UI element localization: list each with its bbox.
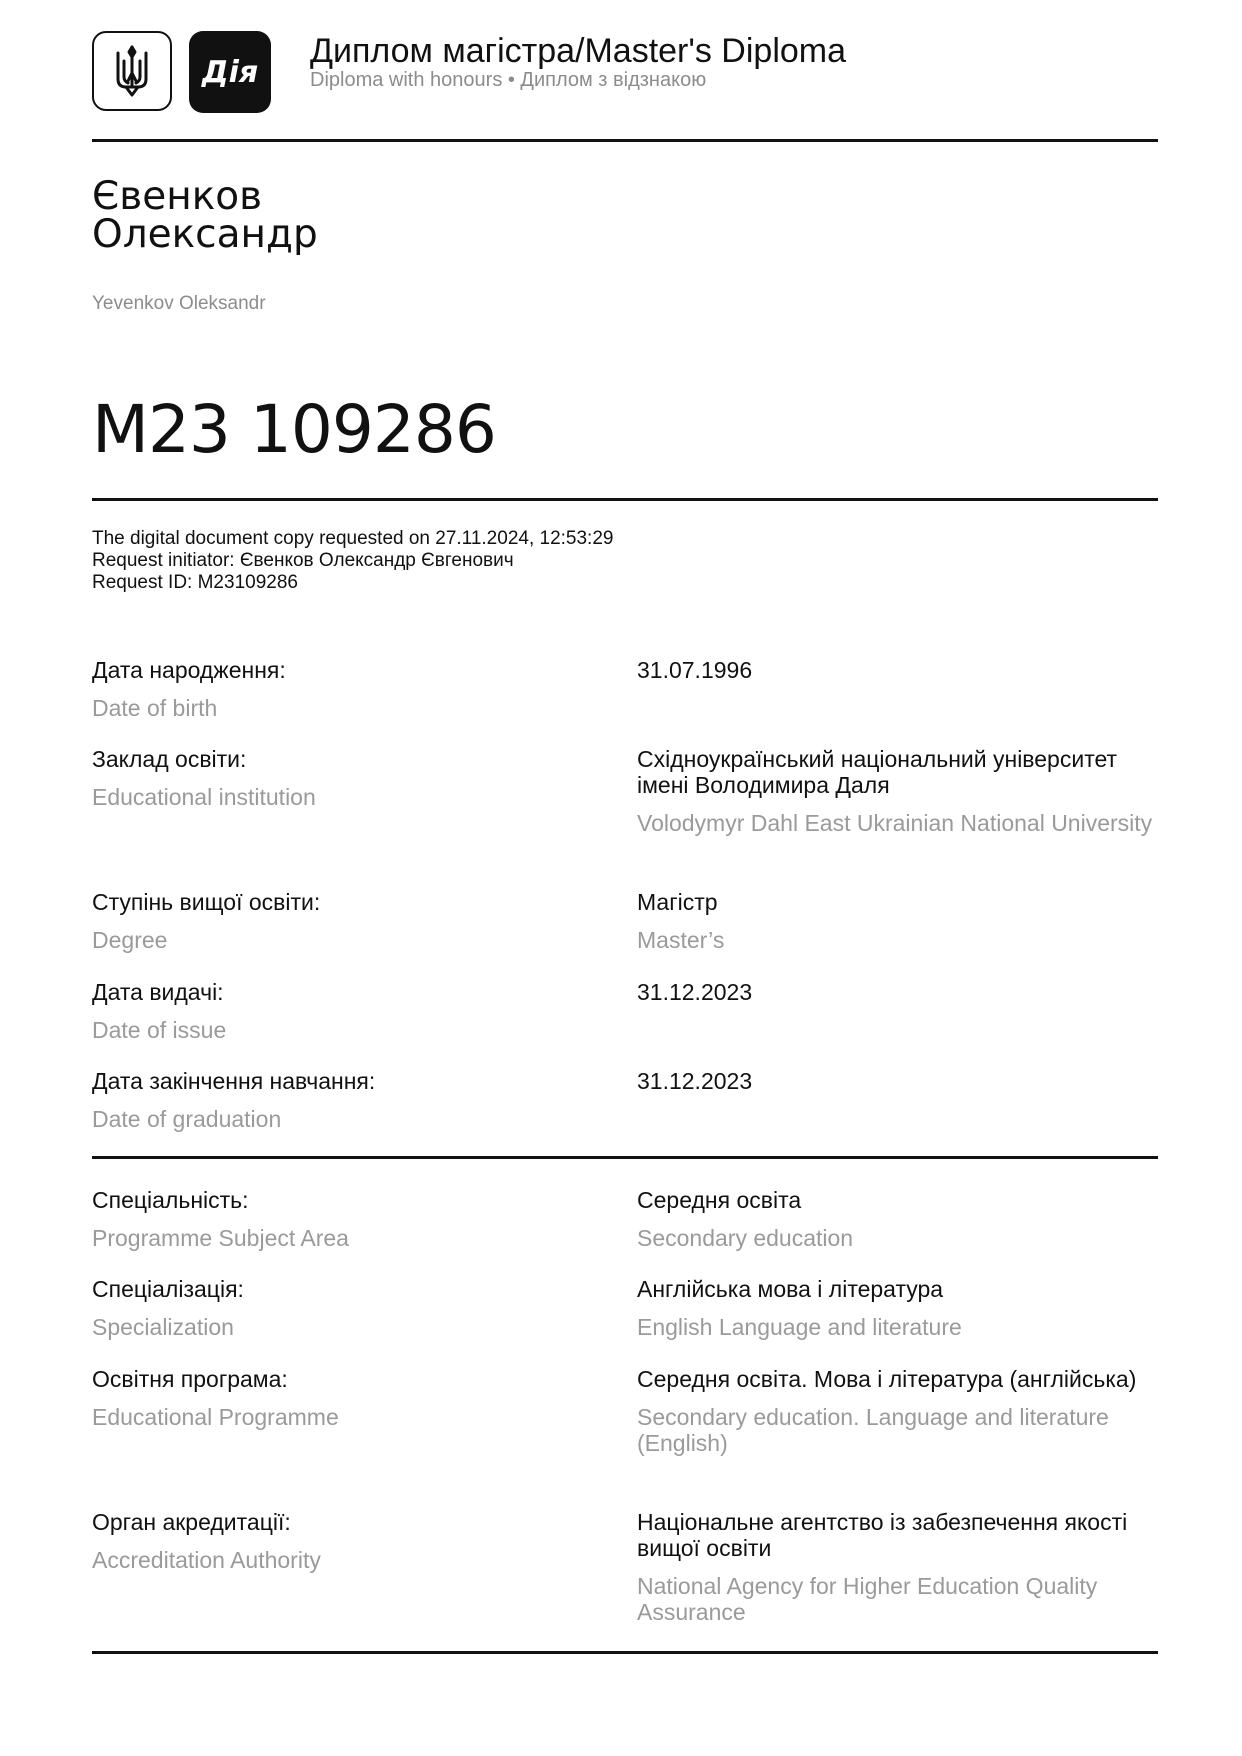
field-label-en: Date of graduation bbox=[92, 1106, 282, 1132]
field-label-en: Date of birth bbox=[92, 695, 218, 721]
request-info bbox=[92, 528, 613, 594]
field-value-en: National Agency for Higher Education Quality Assurance bbox=[637, 1573, 1098, 1625]
request-id: Request ID: M23109286 bbox=[92, 572, 298, 593]
holder-latin-name: Yevenkov Oleksandr bbox=[92, 293, 266, 314]
document-header bbox=[92, 31, 1158, 115]
field-value: Середня освіта. Мова і література (англійська) bbox=[637, 1366, 1137, 1392]
page-subtitle: Diploma with honours • Диплом з відзнакою bbox=[310, 69, 707, 91]
document-number: M23 109286 bbox=[92, 391, 496, 468]
holder-name bbox=[92, 174, 318, 257]
field-label: Дата закінчення навчання: bbox=[92, 1068, 376, 1094]
field-value: 31.12.2023 bbox=[637, 1068, 753, 1094]
field-value: Національне агентство із забезпечення якості вищої освіти bbox=[637, 1509, 1128, 1561]
field-value: Східноукраїнський національний університет імені Володимира Даля bbox=[637, 746, 1118, 798]
field-label-en: Programme Subject Area bbox=[92, 1225, 349, 1251]
field-value: Англійська мова і література bbox=[637, 1276, 944, 1302]
field-label: Орган акредитації: bbox=[92, 1509, 291, 1535]
field-label: Освітня програма: bbox=[92, 1366, 288, 1392]
field-value-en: English Language and literature bbox=[637, 1314, 962, 1340]
holder-given-name: Олександр bbox=[92, 212, 318, 257]
divider bbox=[92, 498, 1158, 501]
field-value: Середня освіта bbox=[637, 1187, 802, 1213]
divider bbox=[92, 1156, 1158, 1159]
field-label-en: Degree bbox=[92, 927, 168, 953]
field-label: Дата видачі: bbox=[92, 979, 224, 1005]
field-label-en: Specialization bbox=[92, 1314, 234, 1340]
request-initiator: Request initiator: Євенков Олександр Євгенович bbox=[92, 550, 514, 571]
field-label: Дата народження: bbox=[92, 657, 286, 683]
trident-icon bbox=[92, 31, 172, 111]
field-label: Спеціалізація: bbox=[92, 1276, 244, 1302]
field-label-en: Educational institution bbox=[92, 784, 316, 810]
divider bbox=[92, 1651, 1158, 1654]
field-label-en: Accreditation Authority bbox=[92, 1547, 321, 1573]
field-value-en: Secondary education. Language and literature (English) bbox=[637, 1404, 1109, 1456]
field-label: Ступінь вищої освіти: bbox=[92, 889, 321, 915]
divider bbox=[92, 139, 1158, 142]
request-date: The digital document copy requested on 27.11.2024, 12:53:29 bbox=[92, 528, 614, 549]
field-value: Магістр bbox=[637, 889, 718, 915]
field-label: Заклад освіти: bbox=[92, 746, 247, 772]
field-label: Спеціальність: bbox=[92, 1187, 249, 1213]
field-value-en: Master’s bbox=[637, 927, 725, 953]
field-value: 31.07.1996 bbox=[637, 657, 753, 683]
holder-surname: Євенков bbox=[92, 174, 263, 219]
diia-logo: Дія bbox=[189, 31, 271, 113]
field-label-en: Date of issue bbox=[92, 1017, 227, 1043]
field-label-en: Educational Programme bbox=[92, 1404, 339, 1430]
field-value-en: Secondary education bbox=[637, 1225, 854, 1251]
field-value: 31.12.2023 bbox=[637, 979, 753, 1005]
page-title: Диплом магістра/Master's Diploma bbox=[310, 32, 847, 70]
field-value-en: Volodymyr Dahl East Ukrainian National University bbox=[637, 810, 1153, 836]
